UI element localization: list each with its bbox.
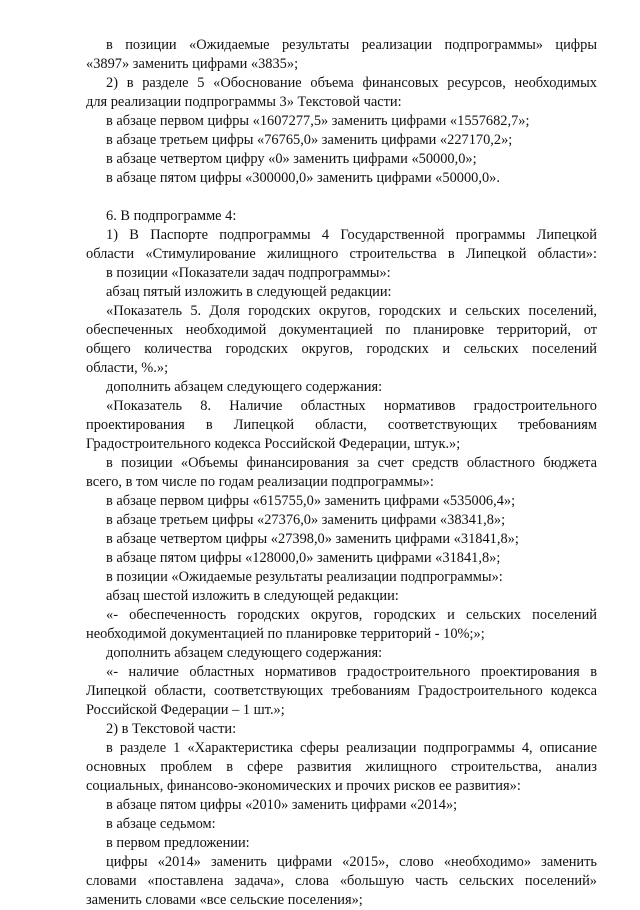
text-line: в позиции «Ожидаемые результаты реализации подпрограммы»: [106,569,503,585]
text-line: 2) в Текстовой части: [106,721,237,737]
text-line: «- наличие областных нормативов градостроительного проектирования в [106,664,597,680]
text-line: 1) В Паспорте подпрограммы 4 Государственной программы Липецкой [106,227,597,243]
text-line: проектирования в Липецкой области, соответствующих требованиям [86,417,597,433]
text-line: в разделе 1 «Характеристика сферы реализации подпрограммы 4, описание [106,740,597,756]
text-line: Российской Федерации – 1 шт.»; [86,702,285,718]
text-line: словами «поставлена задача», слова «большую часть сельских поселений» [86,873,597,889]
text-line: социальных, финансово-экономических и прочих рисков ее развития»: [86,778,521,794]
text-line: в абзаце третьем цифры «76765,0» заменить цифрами «227170,2»; [106,132,513,148]
text-line: заменить словами «все сельские поселения»; [86,892,363,908]
text-line: в позиции «Ожидаемые результаты реализации подпрограммы» цифры [106,37,597,53]
text-line: «3897» заменить цифрами «3835»; [86,56,299,72]
text-line: абзац пятый изложить в следующей редакции: [106,284,392,300]
text-line: Липецкой области, соответствующих требованиям Градостроительного кодекса [86,683,597,699]
text-line: абзац шестой изложить в следующей редакции: [106,588,399,604]
text-line: «Показатель 5. Доля городских округов, городских и сельских поселений, [106,303,597,319]
text-line: в абзаце седьмом: [106,816,216,832]
text-line: «- обеспеченность городских округов, городских и сельских поселений [106,607,597,623]
text-line: в абзаце третьем цифры «27376,0» заменить цифрами «38341,8»; [106,512,506,528]
text-line: всего, в том числе по годам реализации подпрограммы»: [86,474,434,490]
text-line: необходимой документацией по планировке территорий - 10%;»; [86,626,485,642]
text-line: в абзаце первом цифры «1607277,5» заменить цифрами «1557682,7»; [106,113,530,129]
text-line: общего количества городских округов, городских и сельских поселений [86,341,597,357]
text-line: для реализации подпрограммы 3» Текстовой части: [86,94,402,110]
text-line: области, %.»; [86,360,169,376]
text-line: в абзаце четвертом цифры «27398,0» заменить цифрами «31841,8»; [106,531,519,547]
text-line: Градостроительного кодекса Российской Федерации, штук.»; [86,436,461,452]
text-line: в абзаце первом цифры «615755,0» заменить цифрами «535006,4»; [106,493,516,509]
text-line: цифры «2014» заменить цифрами «2015», слово «необходимо» заменить [106,854,597,870]
text-line: дополнить абзацем следующего содержания: [106,645,383,661]
text-line: «Показатель 8. Наличие областных нормативов градостроительного [106,398,597,414]
text-line: области «Стимулирование жилищного строительства в Липецкой области»: [86,246,597,262]
text-line: в позиции «Объемы финансирования за счет средств областного бюджета [106,455,597,471]
text-line: дополнить абзацем следующего содержания: [106,379,383,395]
text-line: в абзаце пятом цифры «300000,0» заменить цифрами «50000,0». [106,170,500,186]
text-line: основных проблем в сфере развития жилищного строительства, анализ [86,759,597,775]
text-line: в абзаце четвертом цифру «0» заменить цифрами «50000,0»; [106,151,477,167]
text-line: в абзаце пятом цифры «2010» заменить цифрами «2014»; [106,797,458,813]
text-line: обеспеченных необходимой документацией по планировке территорий, от [86,322,597,338]
text-line: в позиции «Показатели задач подпрограммы»: [106,265,391,281]
text-line: 2) в разделе 5 «Обоснование объема финансовых ресурсов, необходимых [106,75,597,91]
text-line: в первом предложении: [106,835,250,851]
text-line: в абзаце пятом цифры «128000,0» заменить цифрами «31841,8»; [106,550,501,566]
section-heading: 6. В подпрограмме 4: [106,208,237,224]
